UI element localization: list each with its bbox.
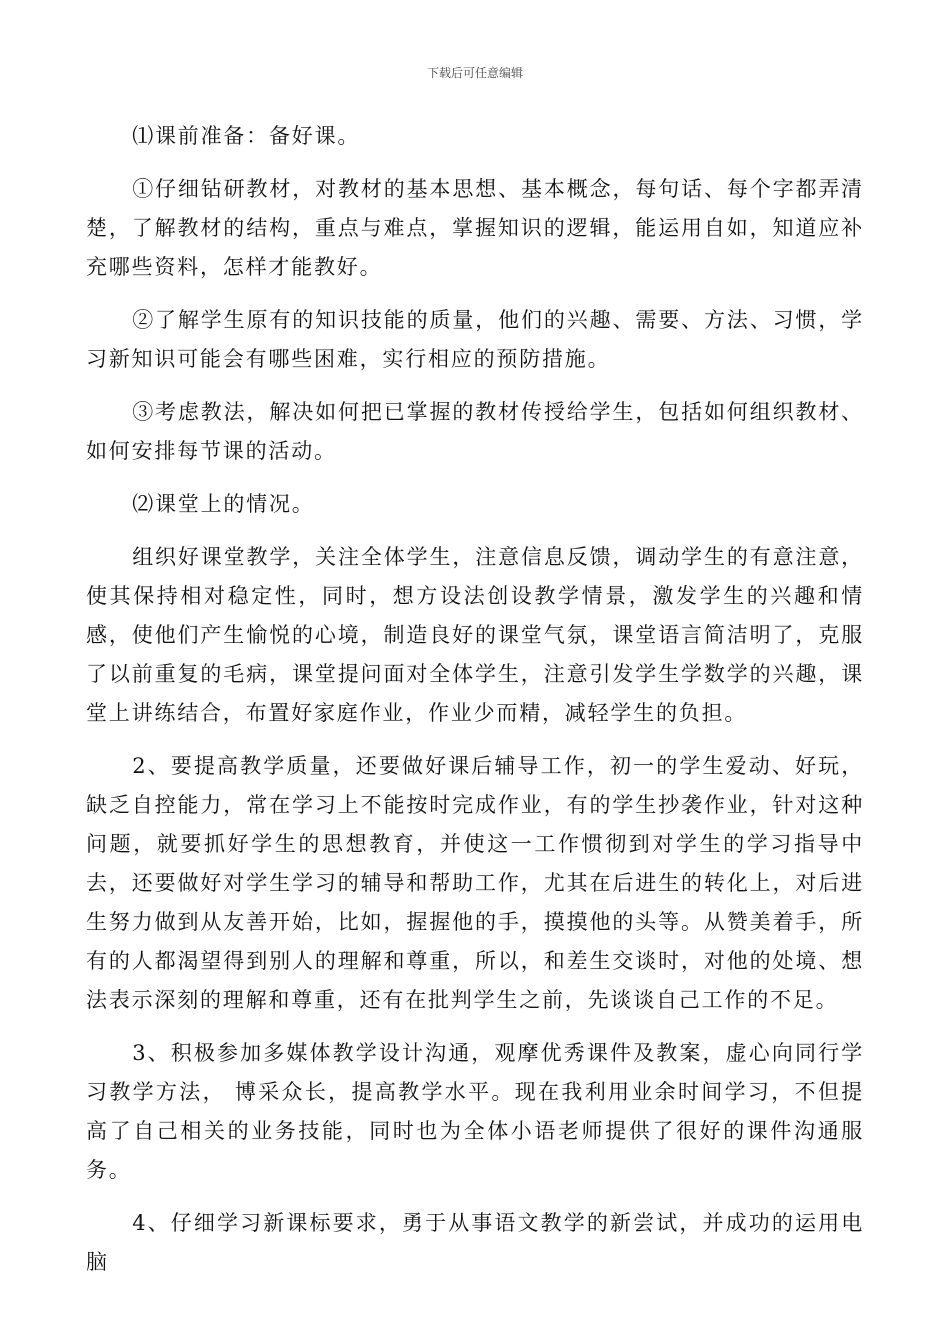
paragraph-study-materials: ①仔细钻研教材，对教材的基本思想、基本概念，每句话、每个字都弄清楚，了解教材的结构，重点与难点，掌握知识的逻辑，能运用自如，知道应补充哪些资料，怎样才能教好。 [86, 177, 864, 279]
paragraph-classroom-heading: ⑵课堂上的情况。 [132, 492, 315, 516]
page-header-note: 下载后可任意编辑 [426, 66, 523, 80]
paragraph-new-curriculum: 4、仔细学习新课标要求，勇于从事语文教学的新尝试，并成功的运用电脑 [86, 1211, 864, 1274]
paragraph-understand-students: ②了解学生原有的知识技能的质量，他们的兴趣、需要、方法、习惯，学习新知识可能会有哪些困难，实行相应的预防措施。 [86, 308, 864, 371]
document-body [86, 117, 864, 1296]
paragraph-teaching-method: ③考虑教法，解决如何把已掌握的教材传授给学生，包括如何组织教材、如何安排每节课的活动。 [86, 400, 864, 463]
paragraph-multimedia-exchange: 3、积极参加多媒体教学设计沟通，观摩优秀课件及教案，虚心向同行学习教学方法， 博采众长，提高教学水平。现在我利用业余时间学习，不但提高了自己相关的业务技能，同时也为全体小语老师提供了很好的课件沟通服务。 [86, 1041, 864, 1182]
paragraph-after-class-tutoring: 2、要提高教学质量，还要做好课后辅导工作，初一的学生爱动、好玩，缺乏自控能力，常在学习上不能按时完成作业，有的学生抄袭作业，针对这种问题，就要抓好学生的思想教育，并使这一工作惯彻到对学生的学习指导中去，还要做好对学生学习的辅导和帮助工作，尤其在后进生的转化上，对后进生努力做到从友善开始，比如，握握他的手，摸摸他的头等。从赞美着手，所有的人都渴望得到别人的理解和尊重，所以，和差生交谈时，对他的处境、想法表示深刻的理解和尊重，还有在批判学生之前，先谈谈自己工作的不足。 [86, 754, 864, 1012]
paragraph-lesson-prep-heading: ⑴课前准备：备好课。 [132, 124, 361, 148]
paragraph-classroom-teaching: 组织好课堂教学，关注全体学生，注意信息反馈，调动学生的有意注意，使其保持相对稳定性，同时，想方设法创设教学情景，激发学生的兴趣和情感，使他们产生愉悦的心境，制造良好的课堂气氛，课堂语言简洁明了，克服了以前重复的毛病，课堂提问面对全体学生，注意引发学生学数学的兴趣，课堂上讲练结合，布置好家庭作业，作业少而精，减轻学生的负担。 [86, 545, 864, 725]
